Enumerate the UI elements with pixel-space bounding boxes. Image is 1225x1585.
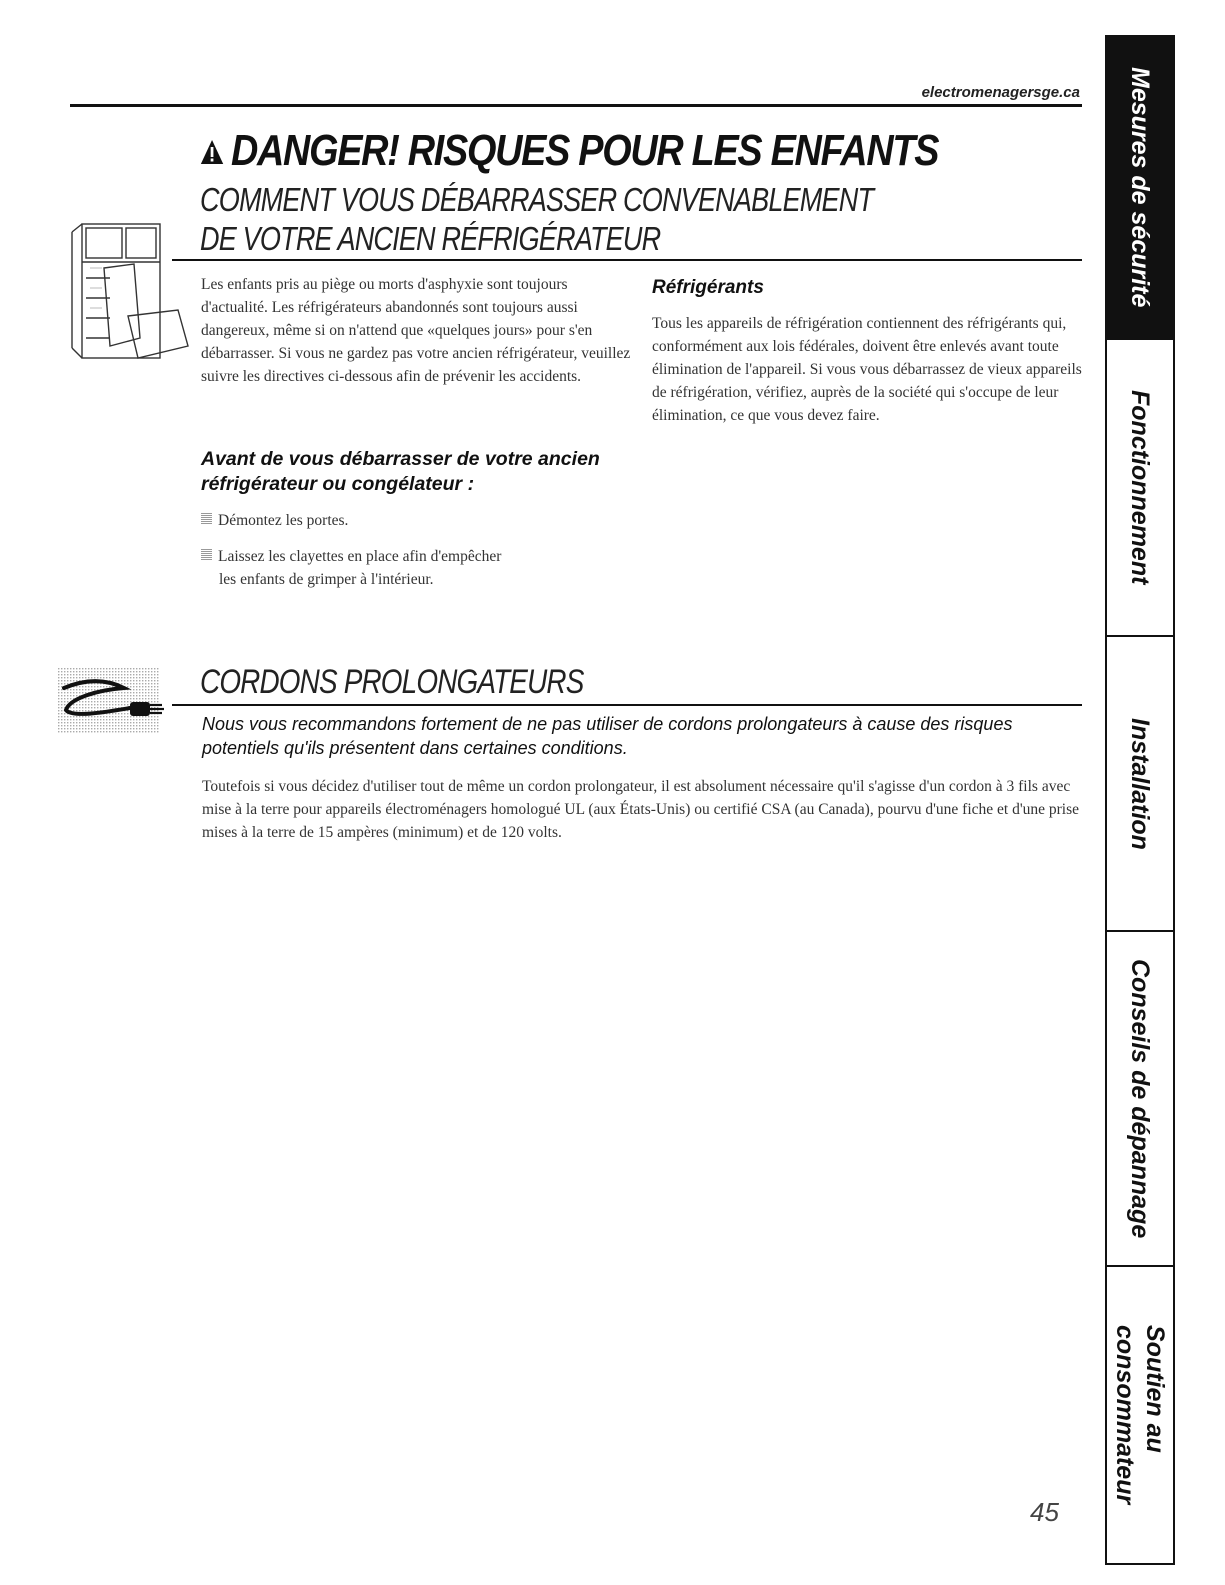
extension-cords-title: CORDONS PROLONGATEURS xyxy=(200,663,584,701)
subtitle-line-1: COMMENT VOUS DÉBARRASSER CONVENABLEMENT xyxy=(200,181,874,218)
intro-paragraph: Les enfants pris au piège ou morts d'asphyxie sont toujours d'actualité. Les réfrigérateurs abandonnés sont toujours aussi dangereux, même si on n'attend que «quelques jours» pour s'en débarrasser. Si vous ne gardez pas votre ancien réfrigérateur, veuillez suivre les directives ci-dessous afin de prévenir les accidents. xyxy=(201,276,631,385)
tab-safety[interactable] xyxy=(1107,37,1173,340)
extension-cords-lead: Nous vous recommandons fortement de ne pas utiliser de cordons prolongateurs à cause des risques potentiels qu'ils présentent dans certaines conditions. xyxy=(202,714,1013,758)
subtitle-line-2: DE VOTRE ANCIEN RÉFRIGÉRATEUR xyxy=(200,220,661,257)
refrigerants-heading: Réfrigérants xyxy=(652,277,764,298)
warning-triangle-icon xyxy=(200,139,224,165)
bullet-icon xyxy=(201,513,212,524)
bullet-icon xyxy=(201,549,212,560)
page-number: 45 xyxy=(1030,1497,1059,1527)
site-url: electromenagersge.ca xyxy=(921,84,1080,101)
list-item: Laissez les clayettes en place afin d'empêcher les enfants de grimper à l'intérieur. xyxy=(201,545,621,591)
tab-consumer-support[interactable] xyxy=(1107,1267,1173,1563)
tab-troubleshooting[interactable] xyxy=(1107,932,1173,1267)
tab-installation[interactable] xyxy=(1107,637,1173,932)
danger-title xyxy=(200,126,938,176)
side-tab-navigation xyxy=(1105,35,1175,1565)
extension-cords-paragraph: Toutefois si vous décidez d'utiliser tout de même un cordon prolongateur, il est absolument nécessaire qu'il s'agisse d'un cordon à 3 fils avec mise à la terre pour appareils électroménagers homologué UL (aux États-Unis) ou certifié CSA (au Canada), pourvu d'une fiche et d'une prise mises à la terre de 15 ampères (minimum) et de 120 volts. xyxy=(202,778,1080,841)
tab-operation-label: Fonctionnement xyxy=(1126,390,1154,585)
tab-operation[interactable] xyxy=(1107,340,1173,637)
danger-title-text: DANGER! RISQUES POUR LES ENFANTS xyxy=(230,126,939,175)
tab-safety-label: Mesures de sécurité xyxy=(1126,67,1154,308)
before-disposal-heading: Avant de vous débarrasser de votre ancien réfrigérateur ou congélateur : xyxy=(201,448,600,495)
tab-installation-label: Installation xyxy=(1126,717,1154,850)
list-item: Démontez les portes. xyxy=(201,509,621,532)
refrigerants-paragraph: Tous les appareils de réfrigération contiennent des réfrigérants qui, conformément aux lois fédérales, doivent être enlevés avant toute élimination de l'appareil. Si vous vous débarrassez de vieux appareils de réfrigération, vérifiez, auprès de la société qui s'occupe de leur élimination, ce que vous devez faire. xyxy=(652,315,1082,424)
section-rule-1 xyxy=(172,259,1082,261)
header-rule xyxy=(70,104,1082,107)
extension-cord-illustration xyxy=(58,668,178,740)
refrigerator-illustration xyxy=(70,218,195,368)
tab-consumer-support-label: Soutien au consommateur xyxy=(1111,1325,1169,1505)
section-rule-2 xyxy=(172,704,1082,706)
tab-troubleshooting-label: Conseils de dépannage xyxy=(1126,958,1154,1239)
